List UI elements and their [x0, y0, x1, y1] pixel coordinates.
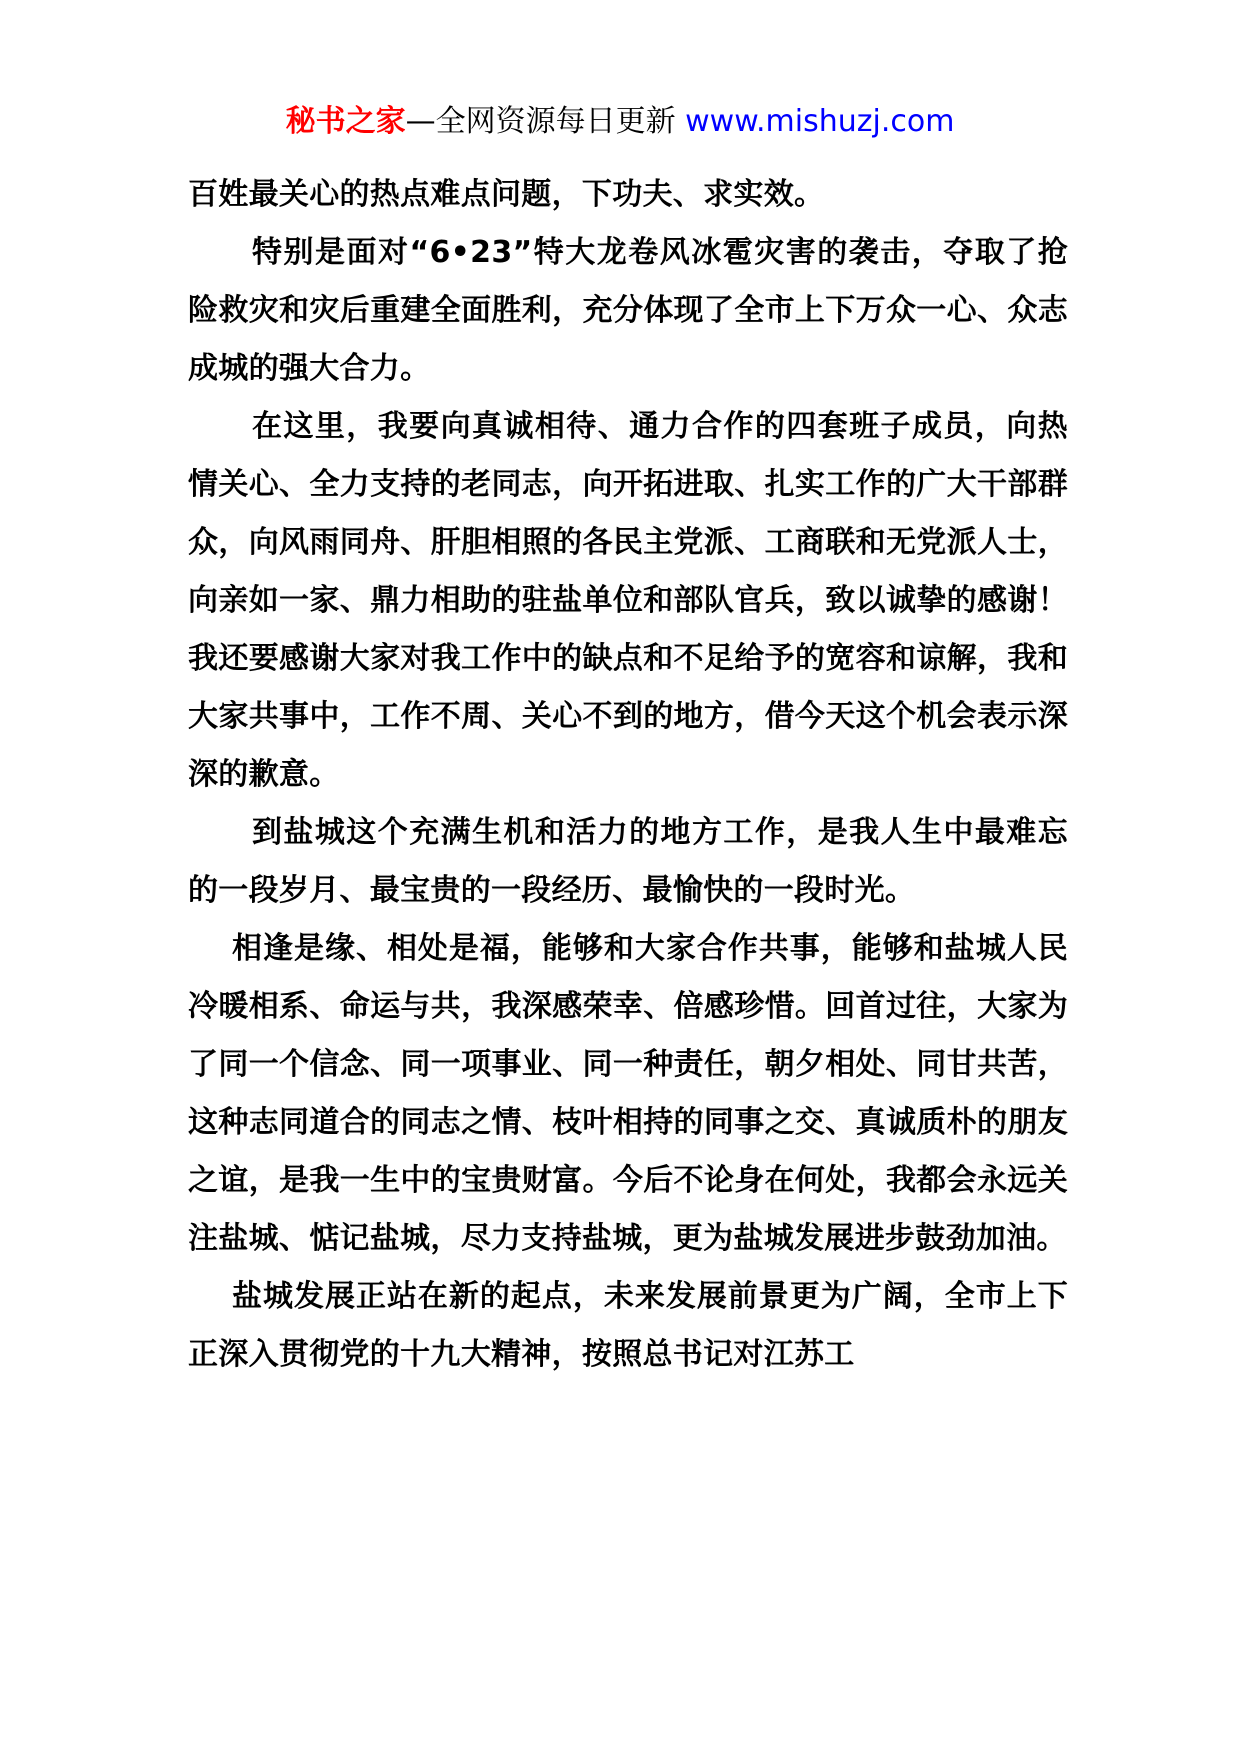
- paragraph-3: 在这里，我要向真诚相待、通力合作的四套班子成员，向热情关心、全力支持的老同志，向开拓进取、扎实工作的广大干部群众，向风雨同舟、肝胆相照的各民主党派、工商联和无党派人士，向亲如一家、鼎力相助的驻盐单位和部队官兵，致以诚挚的感谢！我还要感谢大家对我工作中的缺点和不足给予的宽容和谅解，我和大家共事中，工作不周、关心不到的地方，借今天这个机会表示深深的歉意。: [188, 409, 1068, 792]
- paragraph-1: 百姓最关心的热点难点问题，下功夫、求实效。: [188, 177, 825, 212]
- site-brand: 秘书之家: [285, 104, 406, 139]
- paragraph-6: 盐城发展正站在新的起点，未来发展前景更为广阔，全市上下正深入贯彻党的十九大精神，按照总书记对江苏工: [188, 1279, 1068, 1372]
- site-url-link[interactable]: www.mishuzj.com: [685, 104, 955, 139]
- paragraph-4: 到盐城这个充满生机和活力的地方工作，是我人生中最难忘的一段岁月、最宝贵的一段经历、最愉快的一段时光。: [188, 815, 1068, 908]
- paragraph-5: 相逢是缘、相处是福，能够和大家合作共事，能够和盐城人民冷暖相系、命运与共，我深感荣幸、倍感珍惜。回首过往，大家为了同一个信念、同一项事业、同一种责任，朝夕相处、同甘共苦，这种志同道合的同志之情、枝叶相持的同事之交、真诚质朴的朋友之谊，是我一生中的宝贵财富。今后不论身在何处，我都会永远关注盐城、惦记盐城，尽力支持盐城，更为盐城发展进步鼓劲加油。: [188, 931, 1068, 1256]
- page-header: [0, 100, 1240, 144]
- document-body: [188, 166, 1068, 1384]
- site-tagline: —全网资源每日更新: [405, 104, 686, 139]
- paragraph-2: 特别是面对“6•23”特大龙卷风冰雹灾害的袭击，夺取了抢险救灾和灾后重建全面胜利，充分体现了全市上下万众一心、众志成城的强大合力。: [188, 235, 1068, 386]
